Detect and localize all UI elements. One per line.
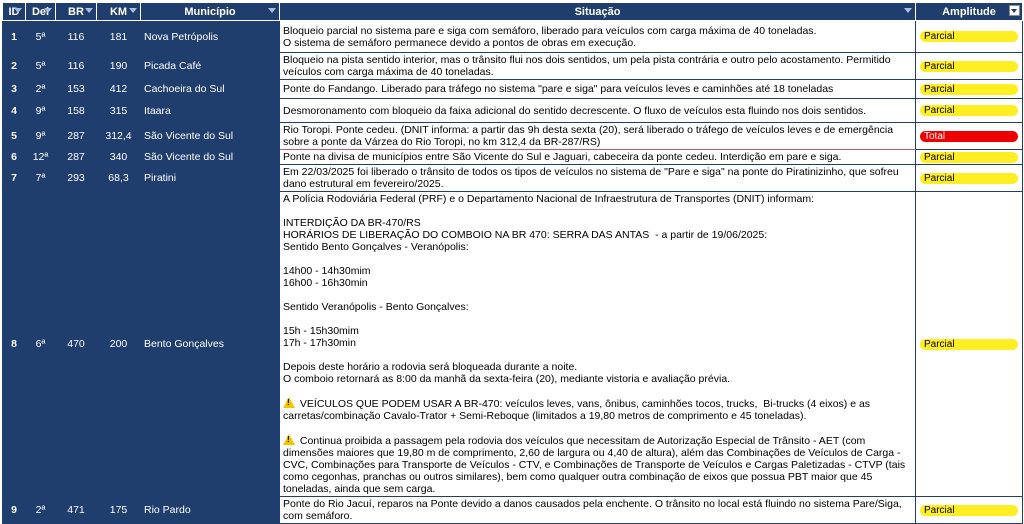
filter-dropdown-icon[interactable]	[129, 8, 137, 13]
filter-dropdown-icon[interactable]	[44, 8, 52, 13]
cell-amplitude	[916, 99, 1023, 123]
col-header-situacao[interactable]	[280, 3, 916, 21]
cell-id: 8	[3, 192, 26, 497]
col-header-del-label: Del	[31, 5, 50, 18]
filter-dropdown-icon[interactable]	[268, 8, 276, 13]
filter-button-icon[interactable]	[1009, 5, 1020, 16]
table-row	[3, 165, 1023, 192]
table-row	[3, 21, 1023, 53]
cell-municipio: Nova Petrópolis	[141, 21, 280, 53]
cell-municipio: São Vicente do Sul	[141, 150, 280, 165]
col-header-br-label: BR	[68, 5, 84, 18]
cell-br: 116	[56, 21, 97, 53]
road-status-table	[2, 2, 1023, 524]
cell-amplitude	[916, 53, 1023, 80]
col-header-km-label: KM	[109, 5, 128, 18]
amplitude-badge: Parcial	[920, 173, 1018, 184]
cell-del: 7ª	[26, 165, 56, 192]
cell-km: 312,4	[97, 123, 141, 150]
cell-br: 287	[56, 150, 97, 165]
cell-situacao: Ponte do Rio Jacuí, reparos na Ponte devido a danos causados pela enchente. O trânsito no local está fluindo no sistema Pare/Siga, com semáforo.	[280, 497, 916, 524]
table-row	[3, 80, 1023, 99]
cell-situacao: Rio Toropi. Ponte cedeu. (DNIT informa: a partir das 9h desta sexta (20), será liberado o tráfego de veículos leves e de emergência sobre a ponte da Várzea do Rio Toropi, no km 312,4 da BR-287/RS)	[280, 123, 916, 150]
table-row	[3, 192, 1023, 497]
cell-id: 6	[3, 150, 26, 165]
table-row	[3, 53, 1023, 80]
situacao-warning-text: Continua proibida a passagem pela rodovia dos veículos que necessitam de Autorização Especial de Trânsito - AET (com dimensões maiores que 19,80 m de comprimento, 2,60 de largura ou 4,40 de altura), além das Combinações de Veículos de Carga - CVC, Combinações para Transporte de Veículos - CTV, e Combinações de Transporte de Veículos e Cargas Paletizadas - CTVP (tais como cegonhas, pranchas ou outros similares), bem como qualquer outra combinação de eixos que possua PBT maior que 45 toneladas, ainda que sem carga.	[283, 435, 909, 495]
cell-br: 153	[56, 80, 97, 99]
cell-br: 293	[56, 165, 97, 192]
warning-icon	[283, 434, 295, 445]
cell-situacao: Em 22/03/2025 foi liberado o trânsito de todos os tipos de veículos no sistema de "Pare e siga" na ponte do Piratinizinho, que sofreu dano estrutural em fevereiro/2025.	[280, 165, 916, 192]
amplitude-badge: Parcial	[920, 152, 1018, 163]
cell-situacao: Ponte do Fandango. Liberado para tráfego no sistema "pare e siga" para veículos leves e caminhões até 18 toneladas	[280, 80, 916, 99]
col-header-municipio-label: Município	[184, 5, 236, 18]
table-row	[3, 99, 1023, 123]
cell-km: 340	[97, 150, 141, 165]
cell-id: 3	[3, 80, 26, 99]
cell-km: 412	[97, 80, 141, 99]
col-header-id-label: ID	[8, 5, 20, 18]
cell-km: 190	[97, 53, 141, 80]
cell-br: 287	[56, 123, 97, 150]
col-header-km[interactable]	[97, 3, 141, 21]
col-header-amplitude[interactable]	[916, 3, 1023, 21]
cell-id: 7	[3, 165, 26, 192]
cell-amplitude	[916, 150, 1023, 165]
cell-del: 2ª	[26, 497, 56, 524]
cell-del: 2ª	[26, 80, 56, 99]
cell-km: 181	[97, 21, 141, 53]
cell-amplitude	[916, 21, 1023, 53]
col-header-id[interactable]	[3, 3, 26, 21]
cell-del: 6ª	[26, 192, 56, 497]
amplitude-badge: Parcial	[920, 61, 1018, 72]
cell-del: 9ª	[26, 123, 56, 150]
cell-municipio: Picada Café	[141, 53, 280, 80]
cell-id: 2	[3, 53, 26, 80]
cell-del: 5ª	[26, 53, 56, 80]
cell-municipio: Piratini	[141, 165, 280, 192]
col-header-municipio[interactable]	[141, 3, 280, 21]
cell-amplitude	[916, 192, 1023, 497]
warning-icon	[283, 397, 295, 408]
amplitude-badge: Parcial	[920, 505, 1018, 516]
cell-municipio: Rio Pardo	[141, 497, 280, 524]
amplitude-badge: Parcial	[920, 31, 1018, 42]
cell-km: 175	[97, 497, 141, 524]
situacao-warning-text: VEÍCULOS QUE PODEM USAR A BR-470: veículos leves, vans, ônibus, caminhões tocos, trucks, Bi-trucks (4 eixos) e as carretas/combinação Cavalo-Trator + Semi-Reboque (limitados a 19,80 metros de comprimento e 45 toneladas).	[283, 398, 871, 422]
cell-br: 471	[56, 497, 97, 524]
table-row	[3, 123, 1023, 150]
cell-situacao: Bloqueio parcial no sistema pare e siga com semáforo, liberado para veículos com carga máxima de 40 toneladas. O sistema de semáforo permanece devido a pontos de obras em execução.	[280, 21, 916, 53]
cell-del: 12ª	[26, 150, 56, 165]
cell-municipio: Itaara	[141, 99, 280, 123]
cell-id: 5	[3, 123, 26, 150]
cell-km: 68,3	[97, 165, 141, 192]
col-header-situacao-label: Situação	[574, 5, 621, 18]
cell-situacao: Bloqueio na pista sentido interior, mas o trânsito flui nos dois sentidos, um pela pista contrária e outro pelo acostamento. Permitido veículos com carga máxima de 40 toneladas.	[280, 53, 916, 80]
situacao-intro-text: A Polícia Rodoviária Federal (PRF) e o Departamento Nacional de Infraestrutura de Transportes (DNIT) informam: INTERDIÇÃO DA BR-470/RS HORÁRIOS DE LIBERAÇÃO DO COMBOIO NA BR 470: SERRA DAS ANTAS - a partir de 19/06/2025: Sentido Bento Gonçalves - Veranópolis: 14h00 - 14h30mim 16h00 - 16h30min Sentido Veranópolis - Bento Gonçalves: 15h - 15h30mim 17h - 17h30min Depois deste horário a rodovia será bloqueada durante a noite. O comboio retornará as 8:00 da manhã da sexta-feira (20), mediante vistoria e avaliação prévia.	[283, 193, 815, 385]
cell-amplitude	[916, 123, 1023, 150]
amplitude-badge: Total	[920, 131, 1018, 142]
table-row	[3, 150, 1023, 165]
cell-br: 470	[56, 192, 97, 497]
cell-del: 5ª	[26, 21, 56, 53]
cell-km: 315	[97, 99, 141, 123]
cell-amplitude	[916, 80, 1023, 99]
cell-amplitude	[916, 497, 1023, 524]
amplitude-badge: Parcial	[920, 339, 1018, 350]
header-row	[3, 3, 1023, 21]
cell-del: 9ª	[26, 99, 56, 123]
table-row	[3, 497, 1023, 524]
filter-dropdown-icon[interactable]	[14, 8, 22, 13]
cell-km: 200	[97, 192, 141, 497]
filter-dropdown-icon[interactable]	[904, 8, 912, 13]
cell-situacao	[280, 192, 916, 497]
cell-id: 4	[3, 99, 26, 123]
cell-id: 1	[3, 21, 26, 53]
amplitude-badge: Parcial	[920, 105, 1018, 116]
cell-br: 116	[56, 53, 97, 80]
cell-municipio: Cachoeira do Sul	[141, 80, 280, 99]
cell-municipio: Bento Gonçalves	[141, 192, 280, 497]
col-header-amplitude-label: Amplitude	[942, 5, 996, 18]
col-header-del[interactable]	[26, 3, 56, 21]
cell-situacao: Desmoronamento com bloqueio da faixa adicional do sentido decrescente. O fluxo de veículos esta fluindo nos dois sentidos.	[280, 99, 916, 123]
col-header-br[interactable]	[56, 3, 97, 21]
cell-situacao: Ponte na divisa de municípios entre São Vicente do Sul e Jaguari, cabeceira da ponte cedeu. Interdição em pare e siga.	[280, 150, 916, 165]
cell-id: 9	[3, 497, 26, 524]
filter-dropdown-icon[interactable]	[85, 8, 93, 13]
cell-br: 158	[56, 99, 97, 123]
amplitude-badge: Parcial	[920, 84, 1018, 95]
cell-municipio: São Vicente do Sul	[141, 123, 280, 150]
cell-amplitude	[916, 165, 1023, 192]
